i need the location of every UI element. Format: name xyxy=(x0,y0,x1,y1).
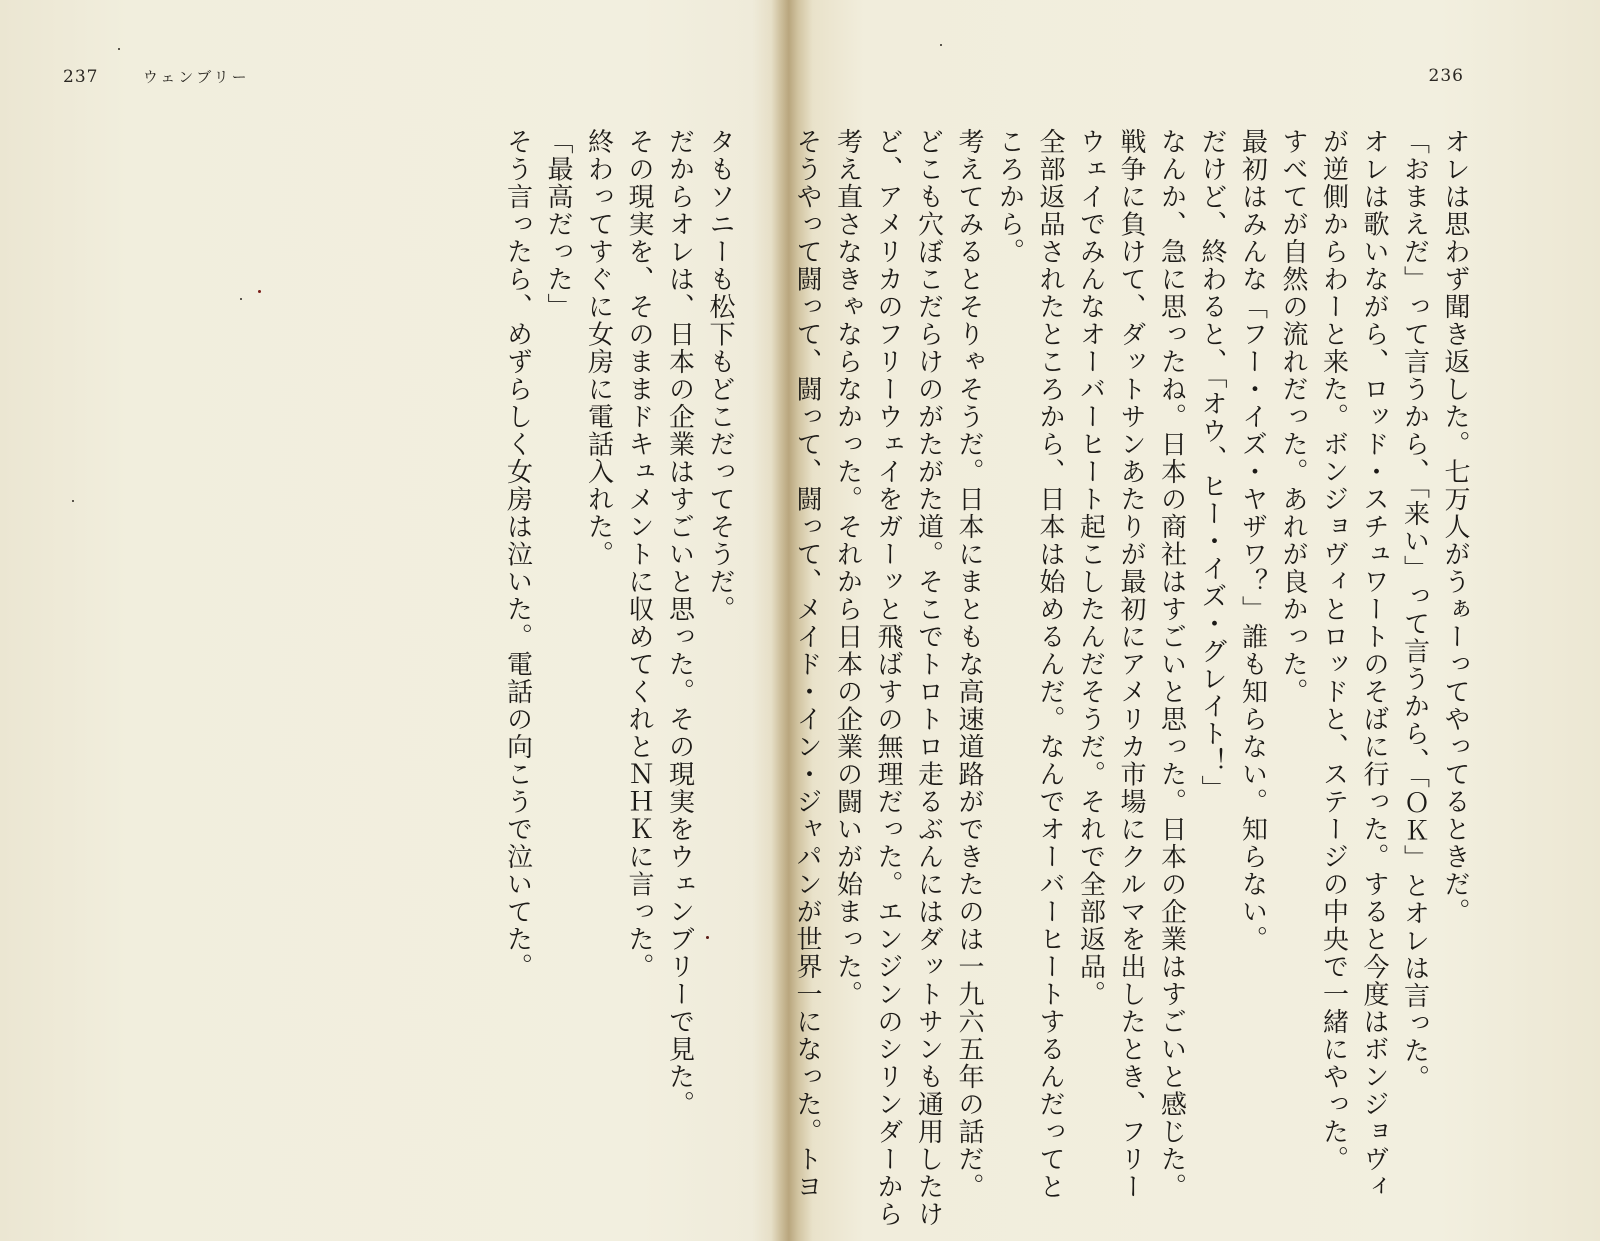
text-line: オレは思わず聞き返した。七万人がうぁーってやってるときだ。 xyxy=(1440,128,1470,926)
text-line: 最初はみんな「フー・イズ・ヤザワ？」誰も知らない。知らない。 xyxy=(1237,128,1268,953)
left-page-body xyxy=(497,128,740,1138)
text-line: すべてが自然の流れだった。あれが良かった。 xyxy=(1278,128,1308,706)
text-line: タもソニーも松下もどこだってそうだ。 xyxy=(705,128,735,623)
text-line: ウェイでみんなオーバーヒート起こしたんだそうだ。それで全部返品。 xyxy=(1075,128,1106,1008)
right-page-header xyxy=(1429,66,1464,86)
text-line: 「最高だった」 xyxy=(543,128,573,321)
text-line: そうやって闘って、闘って、闘って、メイド・イン・ジャパンが世界一になった。トヨ xyxy=(792,128,822,1201)
text-line: だけど、終わると、「オウ、ヒー・イズ・グレイト！」 xyxy=(1197,128,1227,803)
paper-speck xyxy=(72,500,74,502)
left-page xyxy=(0,0,785,1241)
text-line: そう言ったら、めずらしく女房は泣いた。電話の向こうで泣いてた。 xyxy=(502,128,533,981)
left-page-header xyxy=(63,66,250,87)
right-page xyxy=(785,0,1600,1241)
text-line: 考えてみるとそりゃそうだ。日本にまともな高速道路ができたのは一九六五年の話だ。 xyxy=(954,128,984,1201)
text-line: 終わってすぐに女房に電話入れた。 xyxy=(583,128,614,568)
running-title: ウェンブリー xyxy=(142,68,250,86)
text-line: 全部返品されたところから、日本は始めるんだ。なんでオーバーヒートするんだってと xyxy=(1035,128,1065,1201)
left-page-number: 237 xyxy=(63,67,99,87)
text-line: だからオレは、日本の企業はすごいと思った。その現実をウェンブリーで見た。 xyxy=(664,128,695,1118)
paper-speck xyxy=(240,298,242,300)
text-line: 戦争に負けて、ダットサンあたりが最初にアメリカ市場にクルマを出したとき、フリー xyxy=(1116,128,1146,1201)
right-page-number: 236 xyxy=(1428,66,1464,86)
text-line: 考え直さなきゃならなかった。それから日本の企業の闘いが始まった。 xyxy=(832,128,863,1008)
text-line: オレは歌いながら、ロッド・スチュワートのそばに行った。すると今度はボンジョヴィ xyxy=(1359,128,1389,1201)
text-line: どこも穴ぼこだらけのがたがた道。そこでトロトロ走るぶんにはダットサンも通用したけ xyxy=(913,128,944,1228)
paper-speck xyxy=(706,936,709,939)
text-line: 「おまえだ」って言うから、「来い」って言うから、「ＯＫ」とオレは言った。 xyxy=(1399,128,1430,1092)
right-page-body xyxy=(787,128,1476,1228)
text-line: ころから。 xyxy=(994,128,1025,266)
paper-speck xyxy=(118,48,120,50)
paper-speck xyxy=(940,44,942,46)
text-line: ど、アメリカのフリーウェイをガーッと飛ばすの無理だった。エンジンのシリンダーから xyxy=(873,128,903,1228)
paper-speck xyxy=(258,290,261,293)
text-line: が逆側からわーと来た。ボンジョヴィとロッドと、ステージの中央で一緒にやった。 xyxy=(1318,128,1349,1173)
text-line: なんか、急に思ったね。日本の商社はすごいと思った。日本の企業はすごいと感じた。 xyxy=(1156,128,1187,1201)
text-line: その現実を、そのままドキュメントに収めてくれとＮＨＫに言った。 xyxy=(624,128,654,981)
